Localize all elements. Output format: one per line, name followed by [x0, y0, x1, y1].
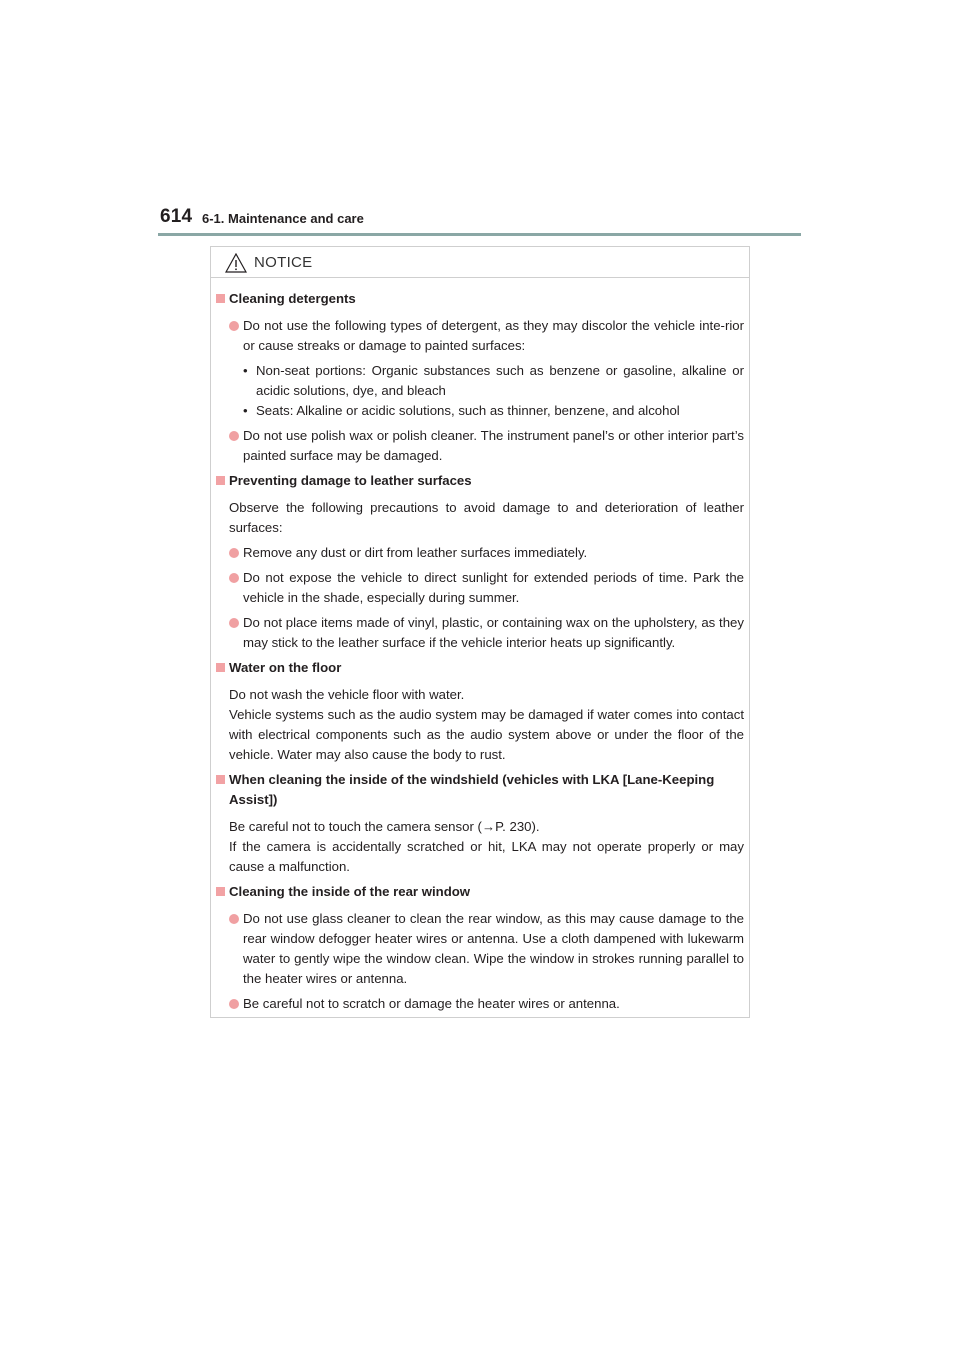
circle-bullet-icon	[229, 914, 239, 924]
heading-windshield: When cleaning the inside of the windshield (vehicles with LKA [Lane-Keeping Assist])	[216, 770, 744, 810]
bullet: Do not use polish wax or polish cleaner. The instrument panel’s or other interior part’s painted surface may be damaged.	[216, 426, 744, 466]
square-bullet-icon	[216, 887, 225, 896]
circle-bullet-icon	[229, 321, 239, 331]
square-bullet-icon	[216, 294, 225, 303]
warning-triangle-icon	[225, 253, 247, 273]
circle-bullet-icon	[229, 618, 239, 628]
sub-bullet: • Non-seat portions: Organic substances such as benzene or gasoline, alkaline or acidic solutions, dye, and bleach	[243, 363, 744, 398]
bullet: Do not place items made of vinyl, plastic, or containing wax on the upholstery, as they may stick to the leather surface if the vehicle interior heats up significantly.	[216, 613, 744, 653]
paragraph: Vehicle systems such as the audio system may be damaged if water comes into contact with electrical components such as the audio system above or under the floor of the vehicle. Water may also cause the body to rust.	[229, 707, 744, 762]
paragraph: Observe the following precautions to avoid damage to and deterioration of leather surfaces:	[229, 500, 744, 535]
paragraph: If the camera is accidentally scratched or hit, LKA may not operate properly or may cause a malfunction.	[229, 839, 744, 874]
notice-title: NOTICE	[254, 254, 313, 271]
bullet: Do not expose the vehicle to direct sunlight for extended periods of time. Park the vehicle in the shade, especially during summer.	[216, 568, 744, 608]
notice-header	[211, 247, 749, 278]
bullet: Do not use glass cleaner to clean the rear window, as this may cause damage to the rear window defogger heater wires or antenna. Use a cloth dampened with lukewarm water to gently wipe the window clean. Wipe the window in strokes running parallel to the heater wires or antenna.	[216, 909, 744, 989]
sub-bullet: • Seats: Alkaline or acidic solutions, such as thinner, benzene, and alcohol	[243, 403, 680, 418]
paragraph: Be careful not to touch the camera sensor (→P. 230).	[229, 819, 540, 834]
bullet: Remove any dust or dirt from leather surfaces immediately.	[216, 543, 744, 563]
header-rule	[158, 233, 801, 236]
heading-leather-surfaces: Preventing damage to leather surfaces	[216, 471, 744, 491]
circle-bullet-icon	[229, 573, 239, 583]
bullet: Do not use the following types of detergent, as they may discolor the vehicle inte-rior or cause streaks or damage to painted surfaces:	[216, 316, 744, 356]
page-header	[160, 206, 800, 234]
heading-water-floor: Water on the floor	[216, 658, 744, 678]
paragraph: Do not wash the vehicle floor with water.	[229, 687, 465, 702]
page-number: 614	[160, 206, 193, 227]
circle-bullet-icon	[229, 431, 239, 441]
heading-cleaning-detergents: Cleaning detergents	[216, 289, 744, 309]
heading-rear-window: Cleaning the inside of the rear window	[216, 882, 744, 902]
square-bullet-icon	[216, 476, 225, 485]
section-title: 6-1. Maintenance and care	[202, 211, 364, 226]
circle-bullet-icon	[229, 999, 239, 1009]
notice-content	[216, 289, 744, 1019]
square-bullet-icon	[216, 663, 225, 672]
notice-box	[210, 246, 750, 1018]
square-bullet-icon	[216, 775, 225, 784]
circle-bullet-icon	[229, 548, 239, 558]
bullet: Be careful not to scratch or damage the heater wires or antenna.	[216, 994, 744, 1014]
